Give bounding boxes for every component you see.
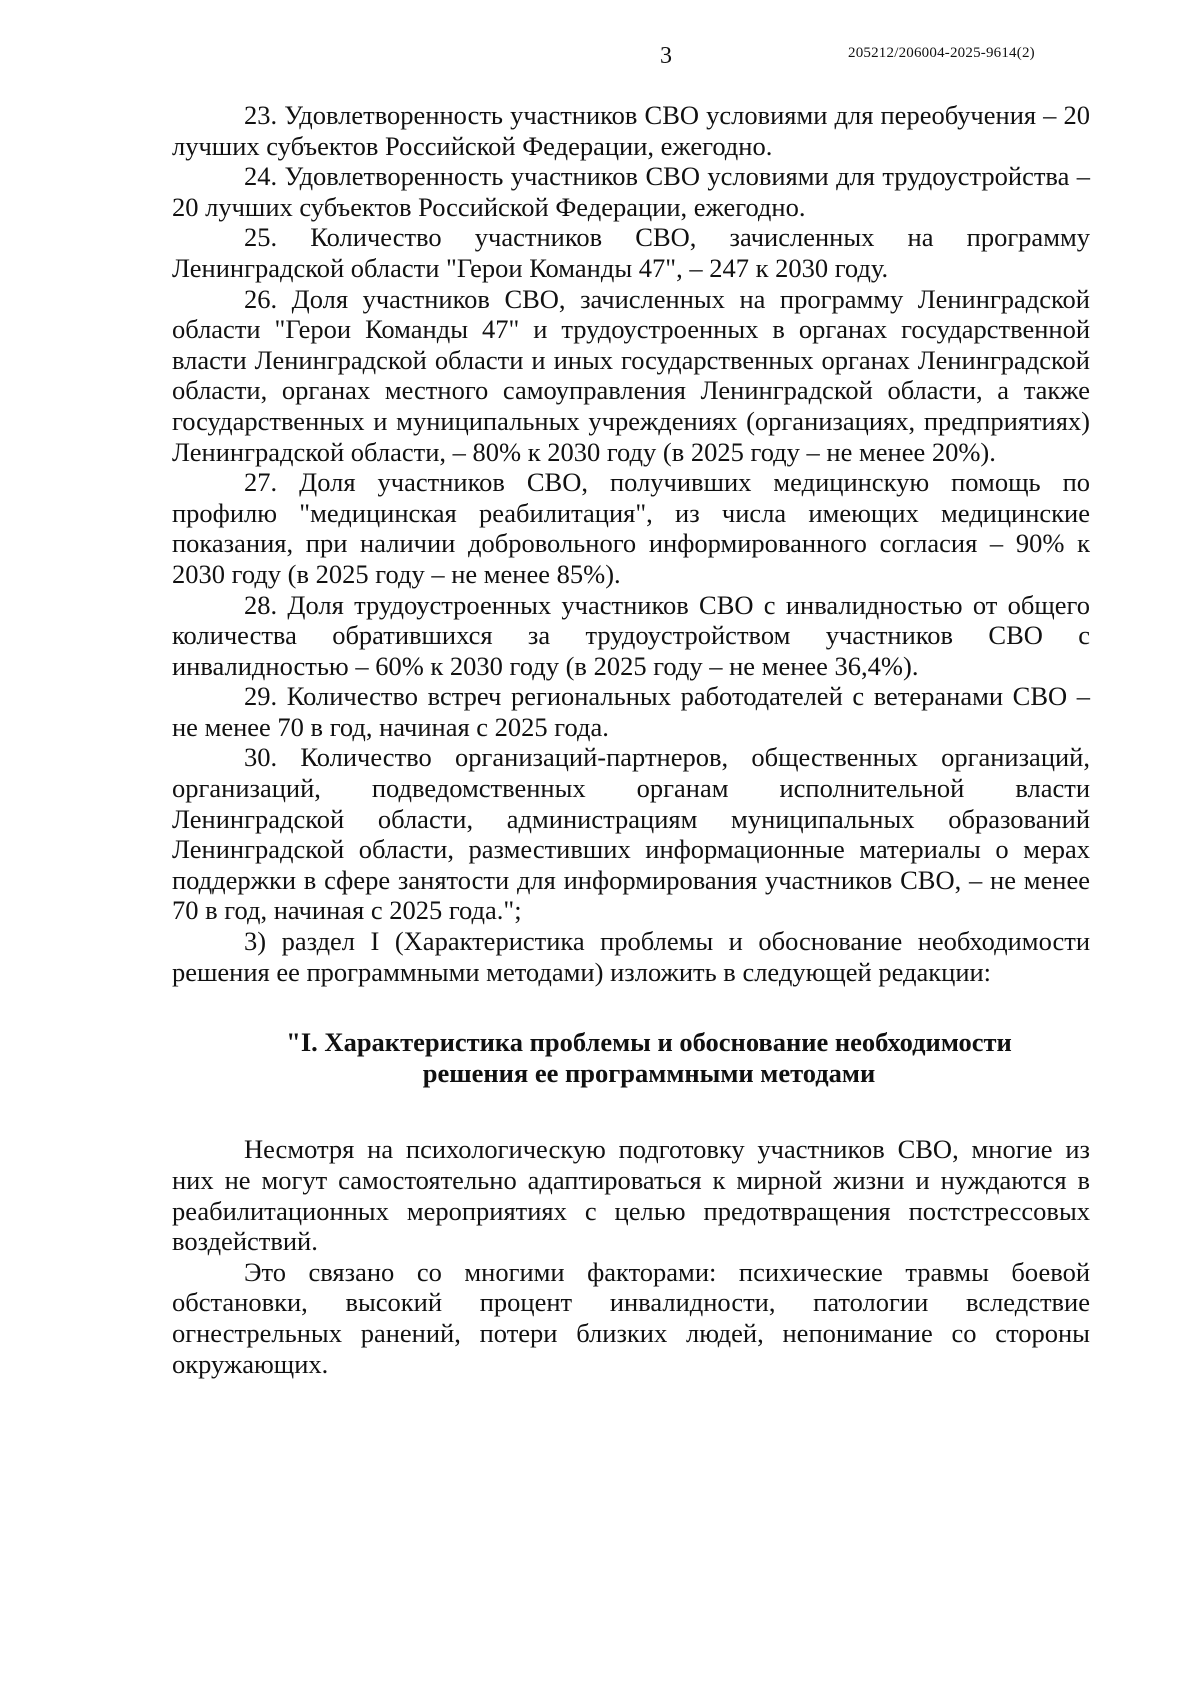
item-24: 24. Удовлетворенность участников СВО условиями для трудоустройства – 20 лучших субъектов Российской Федерации, ежегодно. (172, 161, 1090, 222)
item-30: 30. Количество организаций-партнеров, общественных организаций, организаций, подведомственных органам исполнительной власти Ленинградской области, администрациям муниципальных образований Ленинградской области, разместивших информационные материалы о мерах поддержки в сфере занятости для информирования участников СВО, – не менее 70 в год, начиная с 2025 года."; (172, 742, 1090, 926)
section-heading (172, 1027, 1090, 1088)
item-29: 29. Количество встреч региональных работодателей с ветеранами СВО – не менее 70 в год, начиная с 2025 года. (172, 681, 1090, 742)
document-reference-number: 205212/206004-2025-9614(2) (848, 45, 1035, 61)
section-heading-line-1: "I. Характеристика проблемы и обоснование необходимости (286, 1027, 1012, 1058)
page-number: 3 (660, 43, 672, 69)
document-body (172, 100, 1090, 1379)
item-27: 27. Доля участников СВО, получивших медицинскую помощь по профилю "медицинская реабилитация", из числа имеющих медицинские показания, при наличии добровольного информированного согласия – 90% к 2030 году (в 2025 году – не менее 85%). (172, 467, 1090, 589)
item-28: 28. Доля трудоустроенных участников СВО с инвалидностью от общего количества обратившихся за трудоустройством участников СВО с инвалидностью – 60% к 2030 году (в 2025 году – не менее 36,4%). (172, 589, 1090, 681)
amendment-clause-3: 3) раздел I (Характеристика проблемы и обоснование необходимости решения ее программными методами) изложить в следующей редакции: (172, 926, 1090, 987)
section-heading-line-2: решения ее программными методами (422, 1057, 876, 1088)
section-paragraph-1: Несмотря на психологическую подготовку участников СВО, многие из них не могут самостоятельно адаптироваться к мирной жизни и нуждаются в реабилитационных мероприятиях с целью предотвращения постстрессовых воздействий. (172, 1134, 1090, 1257)
item-23: 23. Удовлетворенность участников СВО условиями для переобучения – 20 лучших субъектов Российской Федерации, ежегодно. (172, 100, 1090, 161)
item-25: 25. Количество участников СВО, зачисленных на программу Ленинградской области "Герои Команды 47", – 247 к 2030 году. (172, 222, 1090, 283)
section-paragraph-2: Это связано со многими факторами: психические травмы боевой обстановки, высокий процент инвалидности, патологии вследствие огнестрельных ранений, потери близких людей, непонимание со стороны окружающих. (172, 1256, 1090, 1379)
item-26: 26. Доля участников СВО, зачисленных на программу Ленинградской области "Герои Команды 47" и трудоустроенных в органах государственной власти Ленинградской области и иных государственных органах Ленинградской области, органах местного самоуправления Ленинградской области, а также государственных и муниципальных учреждениях (организациях, предприятиях) Ленинградской области, – 80% к 2030 году (в 2025 году – не менее 20%). (172, 283, 1090, 467)
